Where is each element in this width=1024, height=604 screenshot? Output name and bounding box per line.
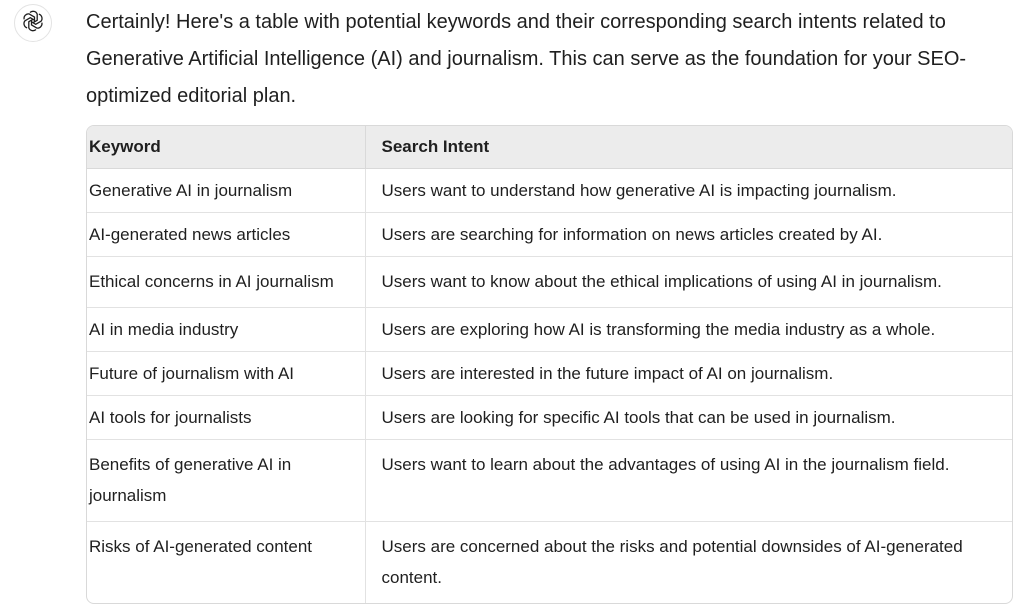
assistant-message xyxy=(86,4,1016,604)
message-intro-text: Certainly! Here's a table with potential keywords and their corresponding search intents related to Generative Artificial Intelligence (AI) and journalism. This can serve as the foundation for your SEO-optimized editorial plan. xyxy=(86,11,967,107)
table-row xyxy=(87,440,1012,522)
search-intent-cell: Users are looking for specific AI tools that can be used in journalism. xyxy=(365,396,1012,440)
keyword-cell: AI tools for journalists xyxy=(87,396,365,440)
table-row xyxy=(87,352,1012,396)
keyword-cell: Risks of AI-generated content xyxy=(87,522,365,604)
keyword-intent-table xyxy=(87,126,1012,603)
keyword-cell: Generative AI in journalism xyxy=(89,181,293,200)
search-intent-cell: Users are interested in the future impact of AI on journalism. xyxy=(365,352,1012,396)
table-row xyxy=(87,522,1012,604)
table-row xyxy=(87,169,1012,213)
table-header-row xyxy=(87,126,1012,169)
search-intent-cell: Users want to understand how generative AI is impacting journalism. xyxy=(365,169,1012,213)
keyword-table-container xyxy=(86,125,1013,604)
keyword-cell: Future of journalism with AI xyxy=(87,352,365,396)
table-row xyxy=(87,213,1012,257)
column-header-search-intent: Search Intent xyxy=(365,126,1012,169)
openai-logo-icon xyxy=(21,9,45,38)
keyword-cell: Benefits of generative AI in journalism xyxy=(87,440,365,522)
search-intent-cell: Users are exploring how AI is transforming the media industry as a whole. xyxy=(365,308,1012,352)
search-intent-cell: Users are concerned about the risks and potential downsides of AI-generated content. xyxy=(365,522,1012,604)
search-intent-cell: Users are searching for information on news articles created by AI. xyxy=(365,213,1012,257)
search-intent-cell: Users want to learn about the advantages of using AI in the journalism field. xyxy=(365,440,1012,522)
assistant-avatar xyxy=(14,4,52,42)
column-header-keyword: Keyword xyxy=(87,126,365,169)
table-row xyxy=(87,257,1012,308)
table-row xyxy=(87,396,1012,440)
keyword-cell: Ethical concerns in AI journalism xyxy=(87,257,365,308)
keyword-cell: AI-generated news articles xyxy=(87,213,365,257)
search-intent-cell: Users want to know about the ethical implications of using AI in journalism. xyxy=(365,257,1012,308)
table-row xyxy=(87,308,1012,352)
keyword-cell: AI in media industry xyxy=(87,308,365,352)
